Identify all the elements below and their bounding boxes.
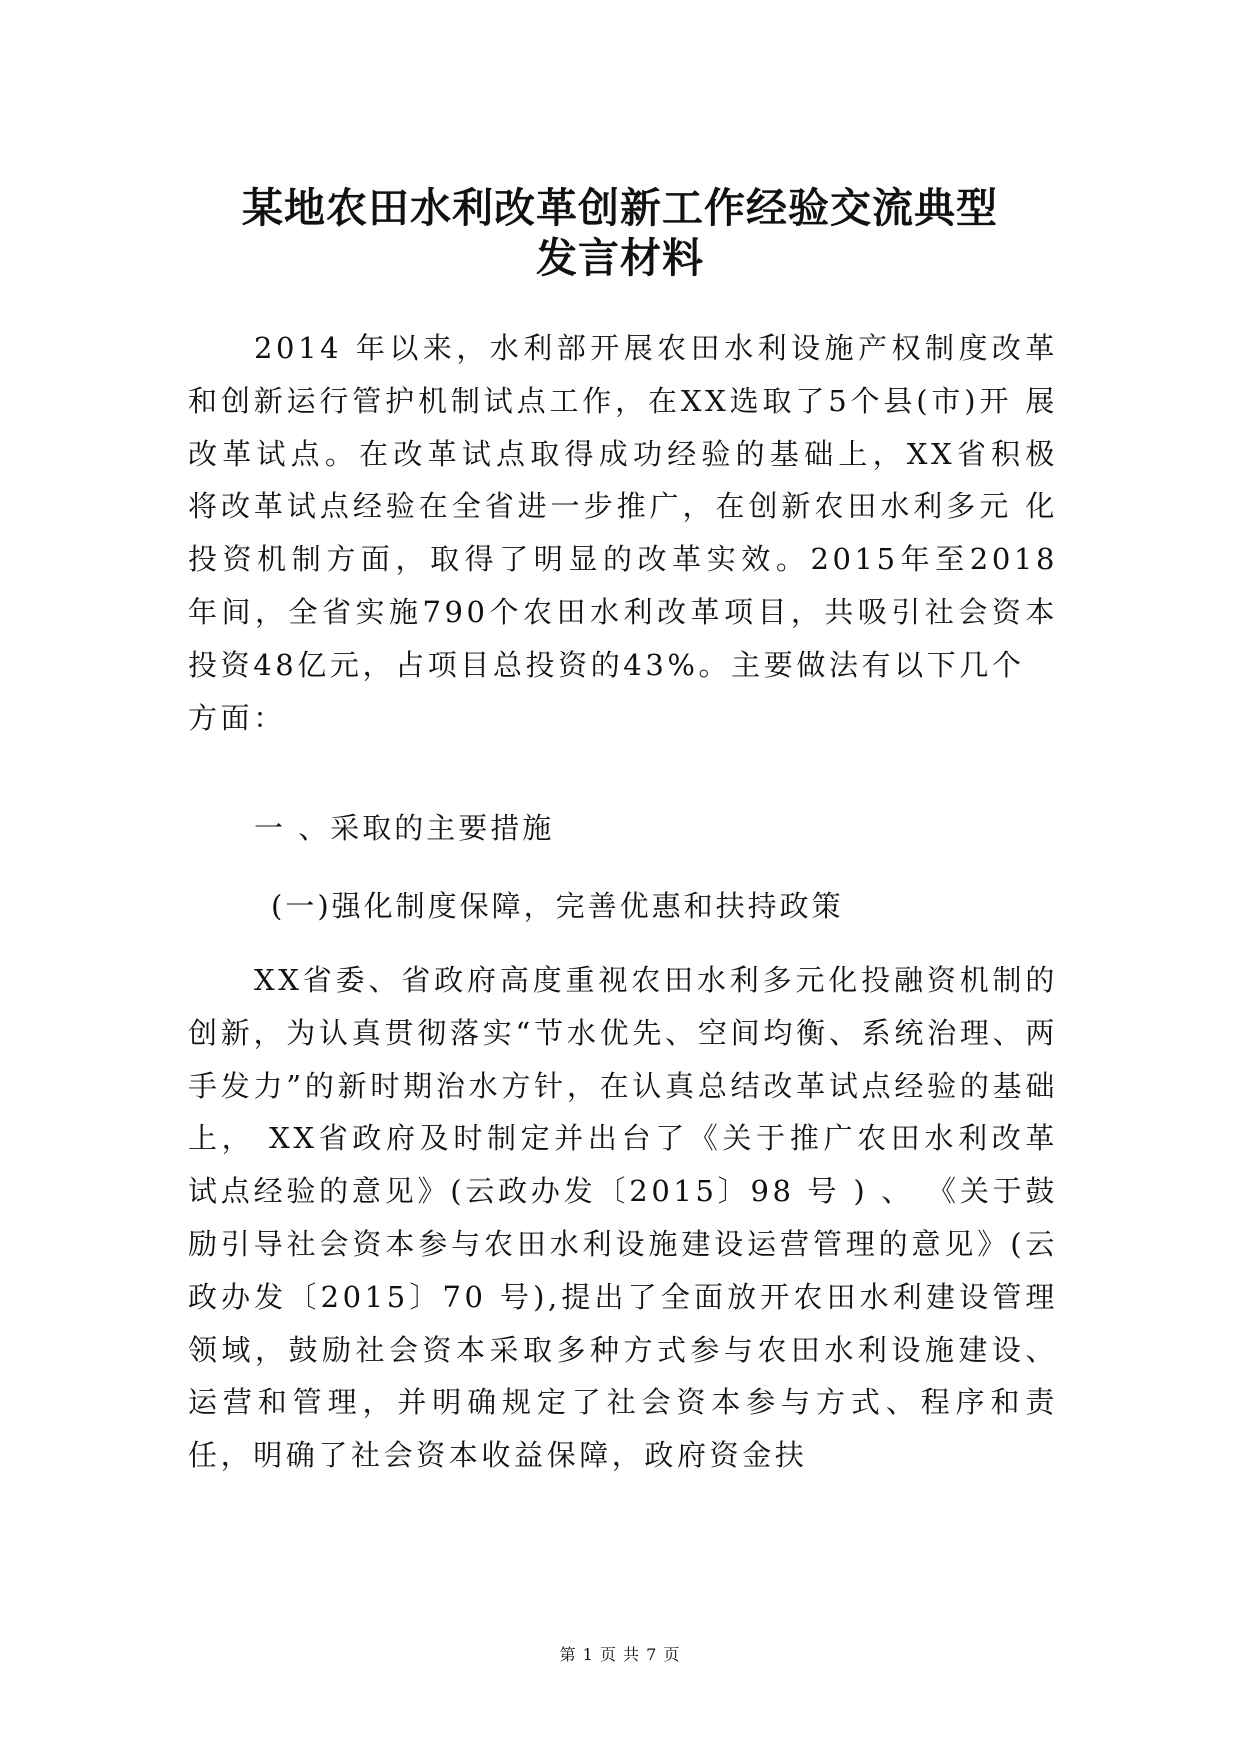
intro-paragraph-text: 2014 年以来，水利部开展农田水利设施产权制度改革和创新运行管护机制试点工作，在XX选取了5个县(市)开 展改革试点。在改革试点取得成功经验的基础上，XX省积极 将改革试点经验在全省进一步推广，在创新农田水利多元 化投资机制方面，取得了明显的改革实效。2015年至2018 年间，全省实施790个农田水利改革项目，共吸引社会资本 投资48亿元，占项目总投资的43%。主要做法有以下几个 [188,331,1058,682]
subsection-heading: (一)强化制度保障，完善优惠和扶持政策 [271,889,844,923]
section-heading: 一 、采取的主要措施 [254,811,555,845]
document-title-line-1: 某地农田水利改革创新工作经验交流典型 [242,184,998,232]
policy-paragraph [188,954,1058,1482]
intro-paragraph-tail: 方面： [188,700,286,735]
document-title-line-2: 发言材料 [536,234,704,282]
page-number-footer: 第 1 页 共 7 页 [559,1645,681,1664]
intro-paragraph [188,322,1058,744]
policy-paragraph-text: XX省委、省政府高度重视农田水利多元化投融资机制的创新，为认真贯彻落实“节水优先、空间均衡、系统治理、两手发力”的新时期治水方针，在认真总结改革试点经验的基础上， XX省政府及时制定并出台了《关于推广农田水利改革试点经验的意见》(云政办发〔2015〕98 号 ) 、 《关于鼓励引导社会资本参与农田水利设施建设运营管理的意见》(云政办发〔2015〕70 号),提出了全面放开农田水利建设管理领域，鼓励社会资本采取多种方式参与农田水利设施建设、运营和管理，并明确规定了社会资本参与方式、程序和责任，明确了社会资本收益保障，政府资金扶 [188,963,1058,1473]
